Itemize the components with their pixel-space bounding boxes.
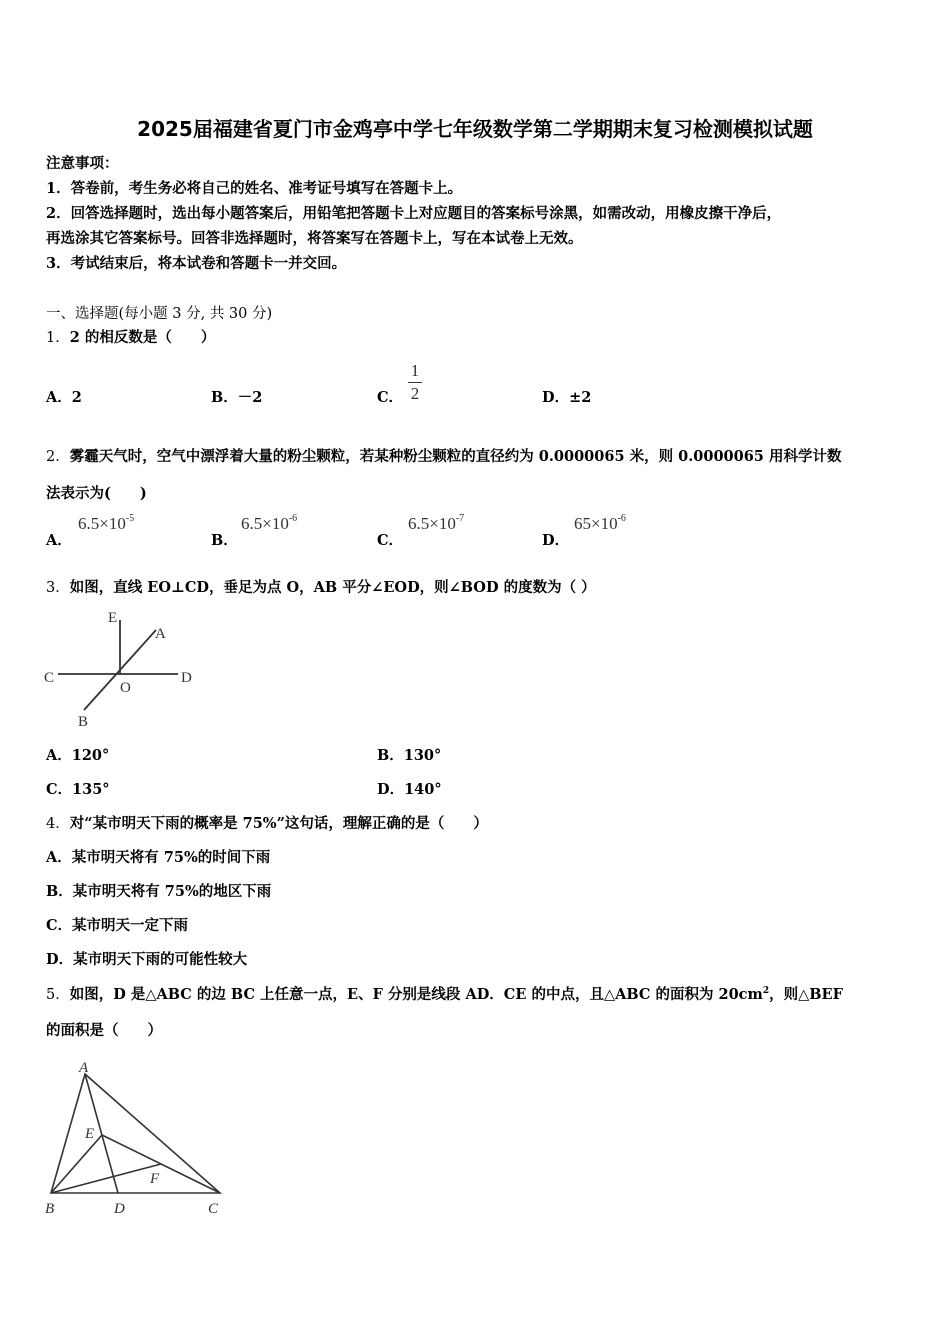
q2-option-c-value bbox=[408, 514, 464, 534]
q4-option-d[interactable]: D．某市明天下雨的可能性较大 bbox=[46, 951, 248, 968]
question-number: 5． bbox=[46, 987, 70, 1003]
q4-option-b[interactable]: B．某市明天将有 75%的地区下雨 bbox=[46, 883, 272, 900]
fraction-denominator: 2 bbox=[410, 384, 420, 403]
question-stem: 如图，直线 EO⊥CD，垂足为点 O，AB 平分∠EOD，则∠BOD 的度数为（ ） bbox=[69, 579, 596, 596]
math-base: 65×10 bbox=[574, 514, 618, 533]
label-o: O bbox=[120, 680, 131, 696]
q3-option-a[interactable]: A．120° bbox=[46, 747, 110, 764]
question-1 bbox=[46, 326, 215, 347]
q3-figure-perpendicular-lines bbox=[40, 602, 210, 732]
question-4 bbox=[46, 812, 488, 833]
q3-option-d[interactable]: D．140° bbox=[377, 781, 442, 798]
question-stem-continued: 法表示为( ) bbox=[46, 485, 147, 502]
label-c: C bbox=[208, 1201, 219, 1217]
q1-option-a[interactable]: A．2 bbox=[46, 389, 82, 406]
math-exponent: -6 bbox=[617, 513, 626, 524]
fraction-bar bbox=[408, 382, 422, 383]
notice-item: 2．回答选择题时，选出每小题答案后，用铅笔把答题卡上对应题目的答案标号涂黑，如需改动，用橡皮擦干净后， bbox=[46, 205, 782, 222]
q2-option-b-value bbox=[241, 514, 297, 534]
label-d: D bbox=[181, 670, 192, 686]
q1-option-d[interactable]: D．±2 bbox=[542, 389, 592, 406]
q1-option-c[interactable]: C． bbox=[377, 389, 404, 406]
segment-bf bbox=[51, 1164, 161, 1193]
math-exponent: -7 bbox=[455, 513, 465, 524]
page-title: 2025届福建省夏门市金鸡亭中学七年级数学第二学期期末复习检测模拟试题 bbox=[137, 117, 813, 141]
math-base: 6.5×10 bbox=[408, 514, 456, 533]
math-base: 6.5×10 bbox=[78, 514, 126, 533]
triangle-abc bbox=[51, 1074, 220, 1193]
q2-option-d[interactable]: D． bbox=[542, 532, 570, 549]
question-stem: 雾霾天气时，空气中漂浮着大量的粉尘颗粒，若某种粉尘颗粒的直径约为 0.0000065 米，则 0.0000065 用科学计数 bbox=[69, 448, 842, 465]
label-d: D bbox=[114, 1201, 125, 1217]
q1-option-b[interactable]: B．－2 bbox=[211, 389, 263, 406]
section-heading: 一、选择题(每小题 3 分, 共 30 分) bbox=[46, 306, 273, 322]
q4-option-a[interactable]: A．某市明天将有 75%的时间下雨 bbox=[46, 849, 271, 866]
label-a: A bbox=[155, 626, 166, 642]
fraction-one-half bbox=[408, 362, 422, 403]
q2-option-a[interactable]: A． bbox=[46, 532, 72, 549]
notice-heading: 注意事项： bbox=[46, 155, 119, 172]
question-5 bbox=[46, 983, 843, 1004]
question-2 bbox=[46, 445, 841, 466]
q5-figure-triangle bbox=[40, 1055, 240, 1225]
q2-option-d-value bbox=[574, 514, 626, 534]
label-b: B bbox=[78, 714, 89, 730]
question-number: 2． bbox=[46, 449, 70, 465]
question-stem-continued: 的面积是（ ） bbox=[46, 1022, 162, 1039]
notice-item: 1．答卷前，考生务必将自己的姓名、准考证号填写在答题卡上。 bbox=[46, 180, 463, 197]
fraction-numerator: 1 bbox=[410, 361, 420, 380]
label-e: E bbox=[108, 610, 118, 626]
superscript: 2 bbox=[762, 986, 770, 996]
q2-option-c[interactable]: C． bbox=[377, 532, 404, 549]
notice-item: 3．考试结束后，将本试卷和答题卡一并交回。 bbox=[46, 255, 347, 272]
question-stem: 2 的相反数是（ ） bbox=[69, 329, 216, 346]
q3-option-c[interactable]: C．135° bbox=[46, 781, 110, 798]
q4-option-c[interactable]: C．某市明天一定下雨 bbox=[46, 917, 189, 934]
notice-item: 再选涂其它答案标号。回答非选择题时，将答案写在答题卡上，写在本试卷上无效。 bbox=[46, 230, 583, 247]
label-e: E bbox=[85, 1126, 95, 1142]
question-number: 3． bbox=[46, 580, 70, 596]
q2-option-a-value bbox=[78, 514, 134, 534]
q2-option-b[interactable]: B． bbox=[211, 532, 238, 549]
math-exponent: -6 bbox=[288, 513, 298, 524]
label-f: F bbox=[150, 1171, 160, 1187]
question-number: 1． bbox=[46, 330, 70, 346]
question-number: 4． bbox=[46, 816, 70, 832]
q3-option-b[interactable]: B．130° bbox=[377, 747, 442, 764]
question-3 bbox=[46, 576, 596, 597]
question-stem: 如图，D 是△ABC 的边 BC 上任意一点，E、F 分别是线段 AD．CE 的中点，且△ABC 的面积为 20cm bbox=[69, 986, 763, 1003]
math-base: 6.5×10 bbox=[241, 514, 289, 533]
label-a: A bbox=[79, 1060, 89, 1076]
question-stem: 对“某市明天下雨的概率是 75%”这句话，理解正确的是（ ） bbox=[69, 815, 488, 832]
label-c: C bbox=[44, 670, 55, 686]
math-exponent: -5 bbox=[125, 513, 135, 524]
label-b: B bbox=[45, 1201, 55, 1217]
question-stem-end: ，则△BEF bbox=[769, 986, 843, 1003]
